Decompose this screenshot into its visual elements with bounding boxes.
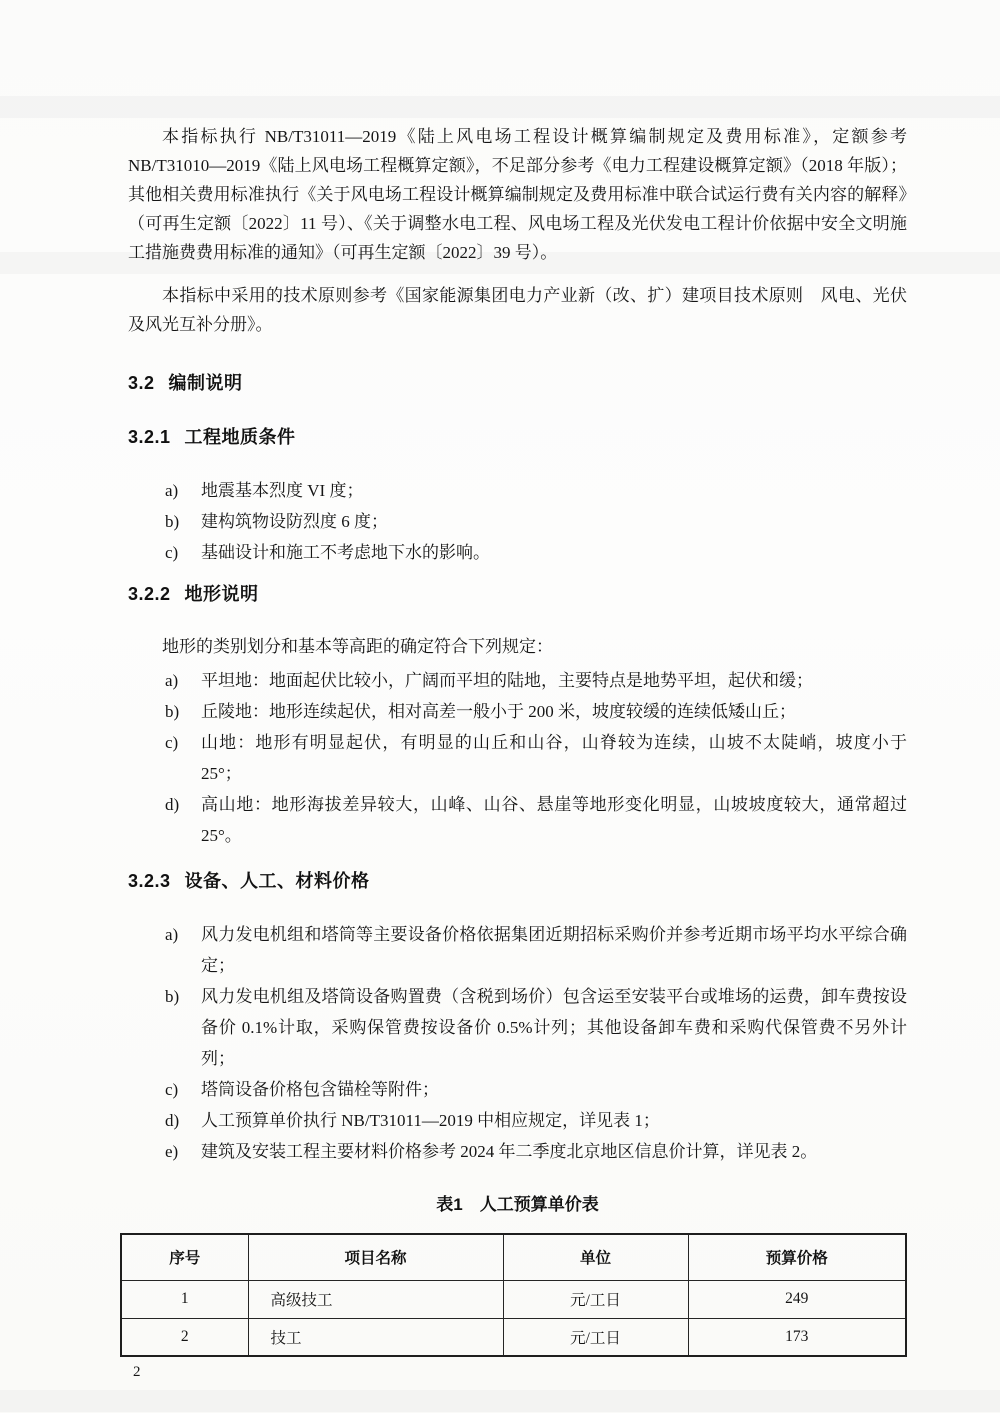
list-text: 风力发电机组和塔筒等主要设备价格依据集团近期招标采购价并参考近期市场平均水平综合确定； xyxy=(201,925,907,975)
list-marker: b) xyxy=(165,702,180,721)
scan-artifact xyxy=(0,96,1000,118)
list-item xyxy=(165,789,907,851)
paragraph-technical-principles: 本指标中采用的技术原则参考《国家能源集团电力产业新（改、扩）建项目技术原则 风电、光伏及风光互补分册》。 xyxy=(128,286,907,334)
list-marker: d) xyxy=(165,795,180,814)
list-marker: c) xyxy=(165,543,179,562)
list-item xyxy=(165,1105,907,1136)
list-item xyxy=(165,475,907,506)
list-item xyxy=(165,696,907,727)
cell-index: 2 xyxy=(121,1318,248,1356)
list-marker: a) xyxy=(165,671,179,690)
list-item xyxy=(165,981,907,1074)
section-title: 工程地质条件 xyxy=(184,427,296,447)
list-text: 地震基本烈度 VI 度； xyxy=(201,481,364,500)
cell-unit: 元/工日 xyxy=(503,1318,688,1356)
document-content xyxy=(128,122,907,1381)
terrain-intro-line: 地形的类别划分和基本等高距的确定符合下列规定： xyxy=(162,637,553,656)
section-title: 地形说明 xyxy=(184,584,259,604)
list-text: 塔筒设备价格包含锚栓等附件； xyxy=(201,1080,439,1099)
list-text: 建筑及安装工程主要材料价格参考 2024 年二季度北京地区信息价计算，详见表 2。 xyxy=(201,1142,818,1161)
scan-artifact xyxy=(0,1390,1000,1412)
list-item xyxy=(165,1074,907,1105)
paragraph-standards-reference: 本指标执行 NB/T31011—2019《陆上风电场工程设计概算编制规定及费用标准》，定额参考 NB/T31010—2019《陆上风电场工程概算定额》，不足部分参考《电力工程建设概算定额》（2018 年版）；其他相关费用标准执行《关于风电场工程设计概算编制规定及费用标准中联合试运行费有关内容的解释》（可再生定额〔2022〕11 号）、《关于调整水电工程、风电场工程及光伏发电工程计价依据中安全文明施工措施费费用标准的通知》（可再生定额〔2022〕39 号）。 xyxy=(128,127,907,262)
col-header-item-name: 项目名称 xyxy=(248,1234,503,1280)
cell-index: 1 xyxy=(121,1280,248,1318)
price-basis-list xyxy=(165,919,907,1167)
table1-title: 表1 人工预算单价表 xyxy=(436,1195,599,1214)
list-text: 平坦地：地面起伏比较小，广阔而平坦的陆地，主要特点是地势平坦，起伏和缓； xyxy=(201,671,813,690)
list-text: 人工预算单价执行 NB/T31011—2019 中相应规定，详见表 1； xyxy=(201,1111,660,1130)
section-title: 设备、人工、材料价格 xyxy=(184,871,370,891)
list-text: 丘陵地：地形连续起伏，相对高差一般小于 200 米，坡度较缓的连续低矮山丘； xyxy=(201,702,796,721)
list-item xyxy=(165,727,907,789)
cell-price: 249 xyxy=(688,1280,906,1318)
list-marker: b) xyxy=(165,987,180,1006)
list-marker: a) xyxy=(165,925,179,944)
section-heading-3-2-2 xyxy=(128,582,907,606)
section-number: 3.2.3 xyxy=(128,871,171,891)
table-row xyxy=(121,1318,906,1356)
list-item xyxy=(165,537,907,568)
section-number: 3.2 xyxy=(128,373,155,393)
table-row xyxy=(121,1280,906,1318)
list-text: 风力发电机组及塔筒设备购置费（含税到场价）包含运至安装平台或堆场的运费，卸车费按设备价 0.1%计取，采购保管费按设备价 0.5%计列；其他设备卸车费和采购代保管费不另外计列； xyxy=(201,987,907,1068)
terrain-type-list xyxy=(165,665,907,851)
section-number: 3.2.1 xyxy=(128,427,171,447)
list-text: 山地：地形有明显起伏，有明显的山丘和山谷，山脊较为连续，山坡不太陡峭，坡度小于 25°； xyxy=(201,733,907,783)
list-item xyxy=(165,506,907,537)
col-header-index: 序号 xyxy=(121,1234,248,1280)
col-header-unit: 单位 xyxy=(503,1234,688,1280)
section-heading-3-2 xyxy=(128,371,907,395)
list-item xyxy=(165,1136,907,1167)
section-heading-3-2-3 xyxy=(128,869,907,893)
list-marker: b) xyxy=(165,512,180,531)
list-item xyxy=(165,919,907,981)
list-marker: e) xyxy=(165,1142,179,1161)
cell-item-name: 高级技工 xyxy=(248,1280,503,1318)
list-text: 建构筑物设防烈度 6 度； xyxy=(201,512,388,531)
section-number: 3.2.2 xyxy=(128,584,171,604)
list-marker: c) xyxy=(165,1080,179,1099)
section-heading-3-2-1 xyxy=(128,425,907,449)
labor-budget-price-table xyxy=(120,1233,907,1357)
page-number: 2 xyxy=(133,1364,141,1380)
list-marker: d) xyxy=(165,1111,180,1130)
table-header-row xyxy=(121,1234,906,1280)
section-title: 编制说明 xyxy=(168,373,243,393)
geology-condition-list xyxy=(165,475,907,568)
list-marker: a) xyxy=(165,481,179,500)
list-text: 高山地：地形海拔差异较大，山峰、山谷、悬崖等地形变化明显，山坡坡度较大，通常超过 25°。 xyxy=(201,795,907,845)
list-marker: c) xyxy=(165,733,179,752)
list-item xyxy=(165,665,907,696)
list-text: 基础设计和施工不考虑地下水的影响。 xyxy=(201,543,490,562)
cell-price: 173 xyxy=(688,1318,906,1356)
cell-unit: 元/工日 xyxy=(503,1280,688,1318)
cell-item-name: 技工 xyxy=(248,1318,503,1356)
col-header-budget-price: 预算价格 xyxy=(688,1234,906,1280)
